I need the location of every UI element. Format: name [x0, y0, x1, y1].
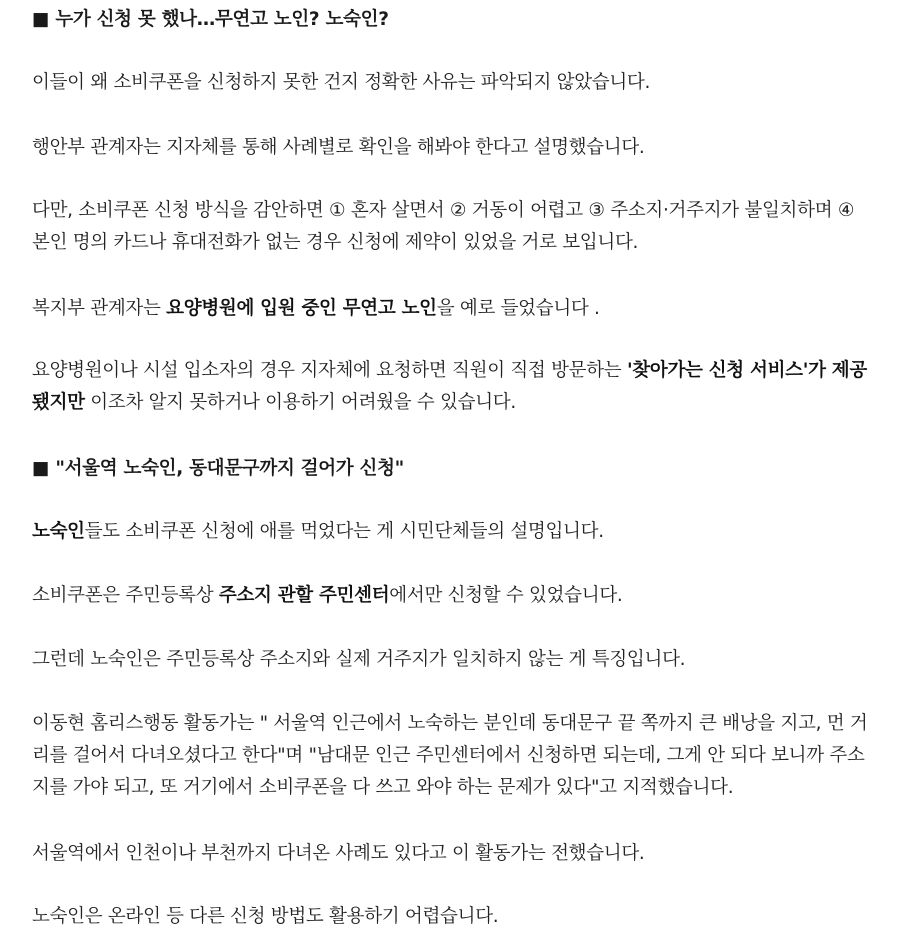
paragraph-7 — [32, 580, 872, 612]
paragraph-2: 행안부 관계자는 지자체를 통해 사례별로 확인을 해봐야 한다고 설명했습니다. — [32, 137, 645, 158]
paragraph-6-bold: 노숙인 — [32, 521, 85, 542]
paragraph-3: 다만, 소비쿠폰 신청 방식을 감안하면 ① 혼자 살면서 ② 거동이 어렵고 ③ 주소지·거주지가 불일치하며 ④ 본인 명의 카드나 휴대전화가 없는 경우 신청에 제약이 있었을 거로 보입니다. — [32, 200, 855, 253]
paragraph-5-text: 요양병원이나 시설 입소자의 경우 지자체에 요청하면 직원이 직접 방문하는 — [32, 360, 627, 381]
paragraph-7-text-end: 에서만 신청할 수 있었습니다. — [389, 585, 623, 606]
paragraph-6-text: 들도 소비쿠폰 신청에 애를 먹었다는 게 시민단체들의 설명입니다. — [84, 521, 604, 542]
paragraph-5 — [32, 355, 872, 419]
paragraph-11: 노숙인은 온라인 등 다른 신청 방법도 활용하기 어렵습니다. — [32, 906, 499, 927]
paragraph-5-text-end: 이조차 알지 못하거나 이용하기 어려웠을 수 있습니다. — [84, 392, 516, 413]
paragraph-7-text: 소비쿠폰은 주민등록상 — [32, 585, 219, 606]
section-heading-1: ■ 누가 신청 못 했나…무연고 노인? 노숙인? — [32, 9, 389, 30]
paragraph-1: 이들이 왜 소비쿠폰을 신청하지 못한 건지 정확한 사유는 파악되지 않았습니다. — [32, 72, 651, 93]
paragraph-9: 이동현 홈리스행동 활동가는 " 서울역 인근에서 노숙하는 분인데 동대문구 끝 쪽까지 큰 배낭을 지고, 먼 거리를 걸어서 다녀오셨다고 한다"며 "남대문 인근 주민센터에서 신청하면 되는데, 그게 안 되다 보니까 주소지를 가야 되고, 또 거기에서 소비쿠폰을 다 쓰고 와야 하는 문제가 있다"고 지적했습니다. — [32, 713, 868, 798]
paragraph-6 — [32, 516, 872, 548]
paragraph-4-text-end: 을 예로 들었습니다 . — [436, 298, 600, 319]
paragraph-7-bold: 주소지 관할 주민센터 — [218, 585, 390, 606]
paragraph-4 — [32, 293, 872, 325]
paragraph-8: 그런데 노숙인은 주민등록상 주소지와 실제 거주지가 일치하지 않는 게 특징입니다. — [32, 649, 686, 670]
paragraph-10: 서울역에서 인천이나 부천까지 다녀온 사례도 있다고 이 활동가는 전했습니다. — [32, 843, 645, 864]
paragraph-5-bold: '찾아가는 신청 서비스'가 제공됐지만 — [32, 360, 867, 413]
paragraph-4-bold: 요양병원에 입원 중인 무연고 노인 — [166, 298, 437, 319]
paragraph-4-text: 복지부 관계자는 — [32, 298, 167, 319]
section-heading-2: ■ "서울역 노숙인, 동대문구까지 걸어가 신청" — [32, 458, 404, 479]
